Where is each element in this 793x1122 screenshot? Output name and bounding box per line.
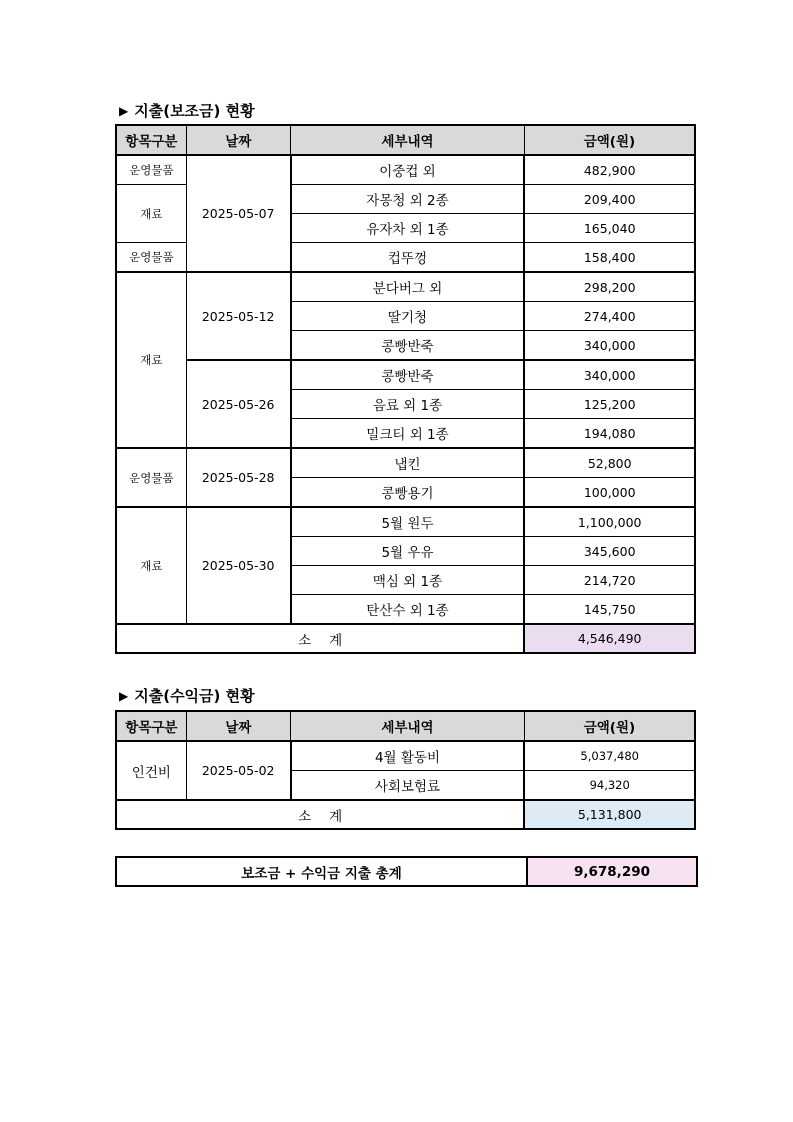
header-category: 항목구분 — [116, 711, 186, 741]
subsidy-section-title — [119, 102, 255, 120]
detail-cell: 탄산수 외 1종 — [291, 595, 525, 625]
detail-cell: 분다버그 외 — [291, 272, 525, 302]
detail-cell: 5월 원두 — [291, 507, 525, 537]
header-amount: 금액(원) — [524, 711, 695, 741]
date-cell: 2025-05-28 — [186, 448, 290, 507]
subtotal-row — [116, 624, 695, 653]
amount-cell: 340,000 — [524, 331, 695, 361]
detail-cell: 콩빵반죽 — [291, 360, 525, 390]
header-detail: 세부내역 — [291, 125, 525, 155]
table-header-row — [116, 125, 695, 155]
table-row — [116, 448, 695, 478]
category-cell: 재료 — [116, 507, 186, 624]
table-row — [116, 360, 695, 390]
category-cell: 재료 — [116, 185, 186, 243]
header-category: 항목구분 — [116, 125, 186, 155]
amount-cell: 94,320 — [524, 771, 695, 801]
subsidy-title-text: 지출(보조금) 현황 — [134, 102, 255, 120]
amount-cell: 52,800 — [524, 448, 695, 478]
category-cell: 재료 — [116, 272, 186, 448]
detail-cell: 4월 활동비 — [291, 741, 525, 771]
amount-cell: 125,200 — [524, 390, 695, 419]
subtotal-label: 소계 — [116, 624, 524, 653]
detail-cell: 자몽청 외 2종 — [291, 185, 525, 214]
subtotal-amount: 5,131,800 — [524, 800, 695, 829]
table-row — [116, 741, 695, 771]
table-row — [116, 272, 695, 302]
header-date: 날짜 — [186, 125, 290, 155]
detail-cell: 유자차 외 1종 — [291, 214, 525, 243]
subtotal-label: 소계 — [116, 800, 524, 829]
amount-cell: 5,037,480 — [524, 741, 695, 771]
amount-cell: 158,400 — [524, 243, 695, 273]
table-header-row — [116, 711, 695, 741]
triangle-right-icon: ▶ — [119, 689, 129, 703]
category-cell: 인건비 — [116, 741, 186, 800]
detail-cell: 콩빵용기 — [291, 478, 525, 508]
amount-cell: 214,720 — [524, 566, 695, 595]
date-cell: 2025-05-26 — [186, 360, 290, 448]
detail-cell: 맥심 외 1종 — [291, 566, 525, 595]
amount-cell: 1,100,000 — [524, 507, 695, 537]
grand-total-table — [115, 856, 698, 887]
detail-cell: 콩빵반죽 — [291, 331, 525, 361]
date-cell: 2025-05-07 — [186, 155, 290, 272]
header-detail: 세부내역 — [291, 711, 525, 741]
header-amount: 금액(원) — [524, 125, 695, 155]
grand-total-amount: 9,678,290 — [527, 857, 697, 886]
income-table — [115, 710, 696, 830]
table-row — [116, 155, 695, 185]
amount-cell: 209,400 — [524, 185, 695, 214]
table-row — [116, 507, 695, 537]
amount-cell: 165,040 — [524, 214, 695, 243]
amount-cell: 345,600 — [524, 537, 695, 566]
detail-cell: 사회보험료 — [291, 771, 525, 801]
income-section-title — [119, 687, 255, 705]
subtotal-row — [116, 800, 695, 829]
detail-cell: 딸기청 — [291, 302, 525, 331]
category-cell: 운영물품 — [116, 448, 186, 507]
date-cell: 2025-05-02 — [186, 741, 290, 800]
triangle-right-icon: ▶ — [119, 104, 129, 118]
detail-cell: 냅킨 — [291, 448, 525, 478]
grand-total-label: 보조금 + 수익금 지출 총계 — [116, 857, 527, 886]
category-cell: 운영물품 — [116, 243, 186, 273]
header-date: 날짜 — [186, 711, 290, 741]
income-title-text: 지출(수익금) 현황 — [134, 687, 255, 705]
detail-cell: 이중컵 외 — [291, 155, 525, 185]
amount-cell: 274,400 — [524, 302, 695, 331]
amount-cell: 100,000 — [524, 478, 695, 508]
detail-cell: 음료 외 1종 — [291, 390, 525, 419]
subtotal-amount: 4,546,490 — [524, 624, 695, 653]
subsidy-table — [115, 124, 696, 654]
amount-cell: 340,000 — [524, 360, 695, 390]
date-cell: 2025-05-12 — [186, 272, 290, 360]
amount-cell: 145,750 — [524, 595, 695, 625]
detail-cell: 컵뚜껑 — [291, 243, 525, 273]
grand-total-row — [116, 857, 697, 886]
amount-cell: 194,080 — [524, 419, 695, 449]
date-cell: 2025-05-30 — [186, 507, 290, 624]
category-cell: 운영물품 — [116, 155, 186, 185]
amount-cell: 482,900 — [524, 155, 695, 185]
amount-cell: 298,200 — [524, 272, 695, 302]
detail-cell: 5월 우유 — [291, 537, 525, 566]
detail-cell: 밀크티 외 1종 — [291, 419, 525, 449]
